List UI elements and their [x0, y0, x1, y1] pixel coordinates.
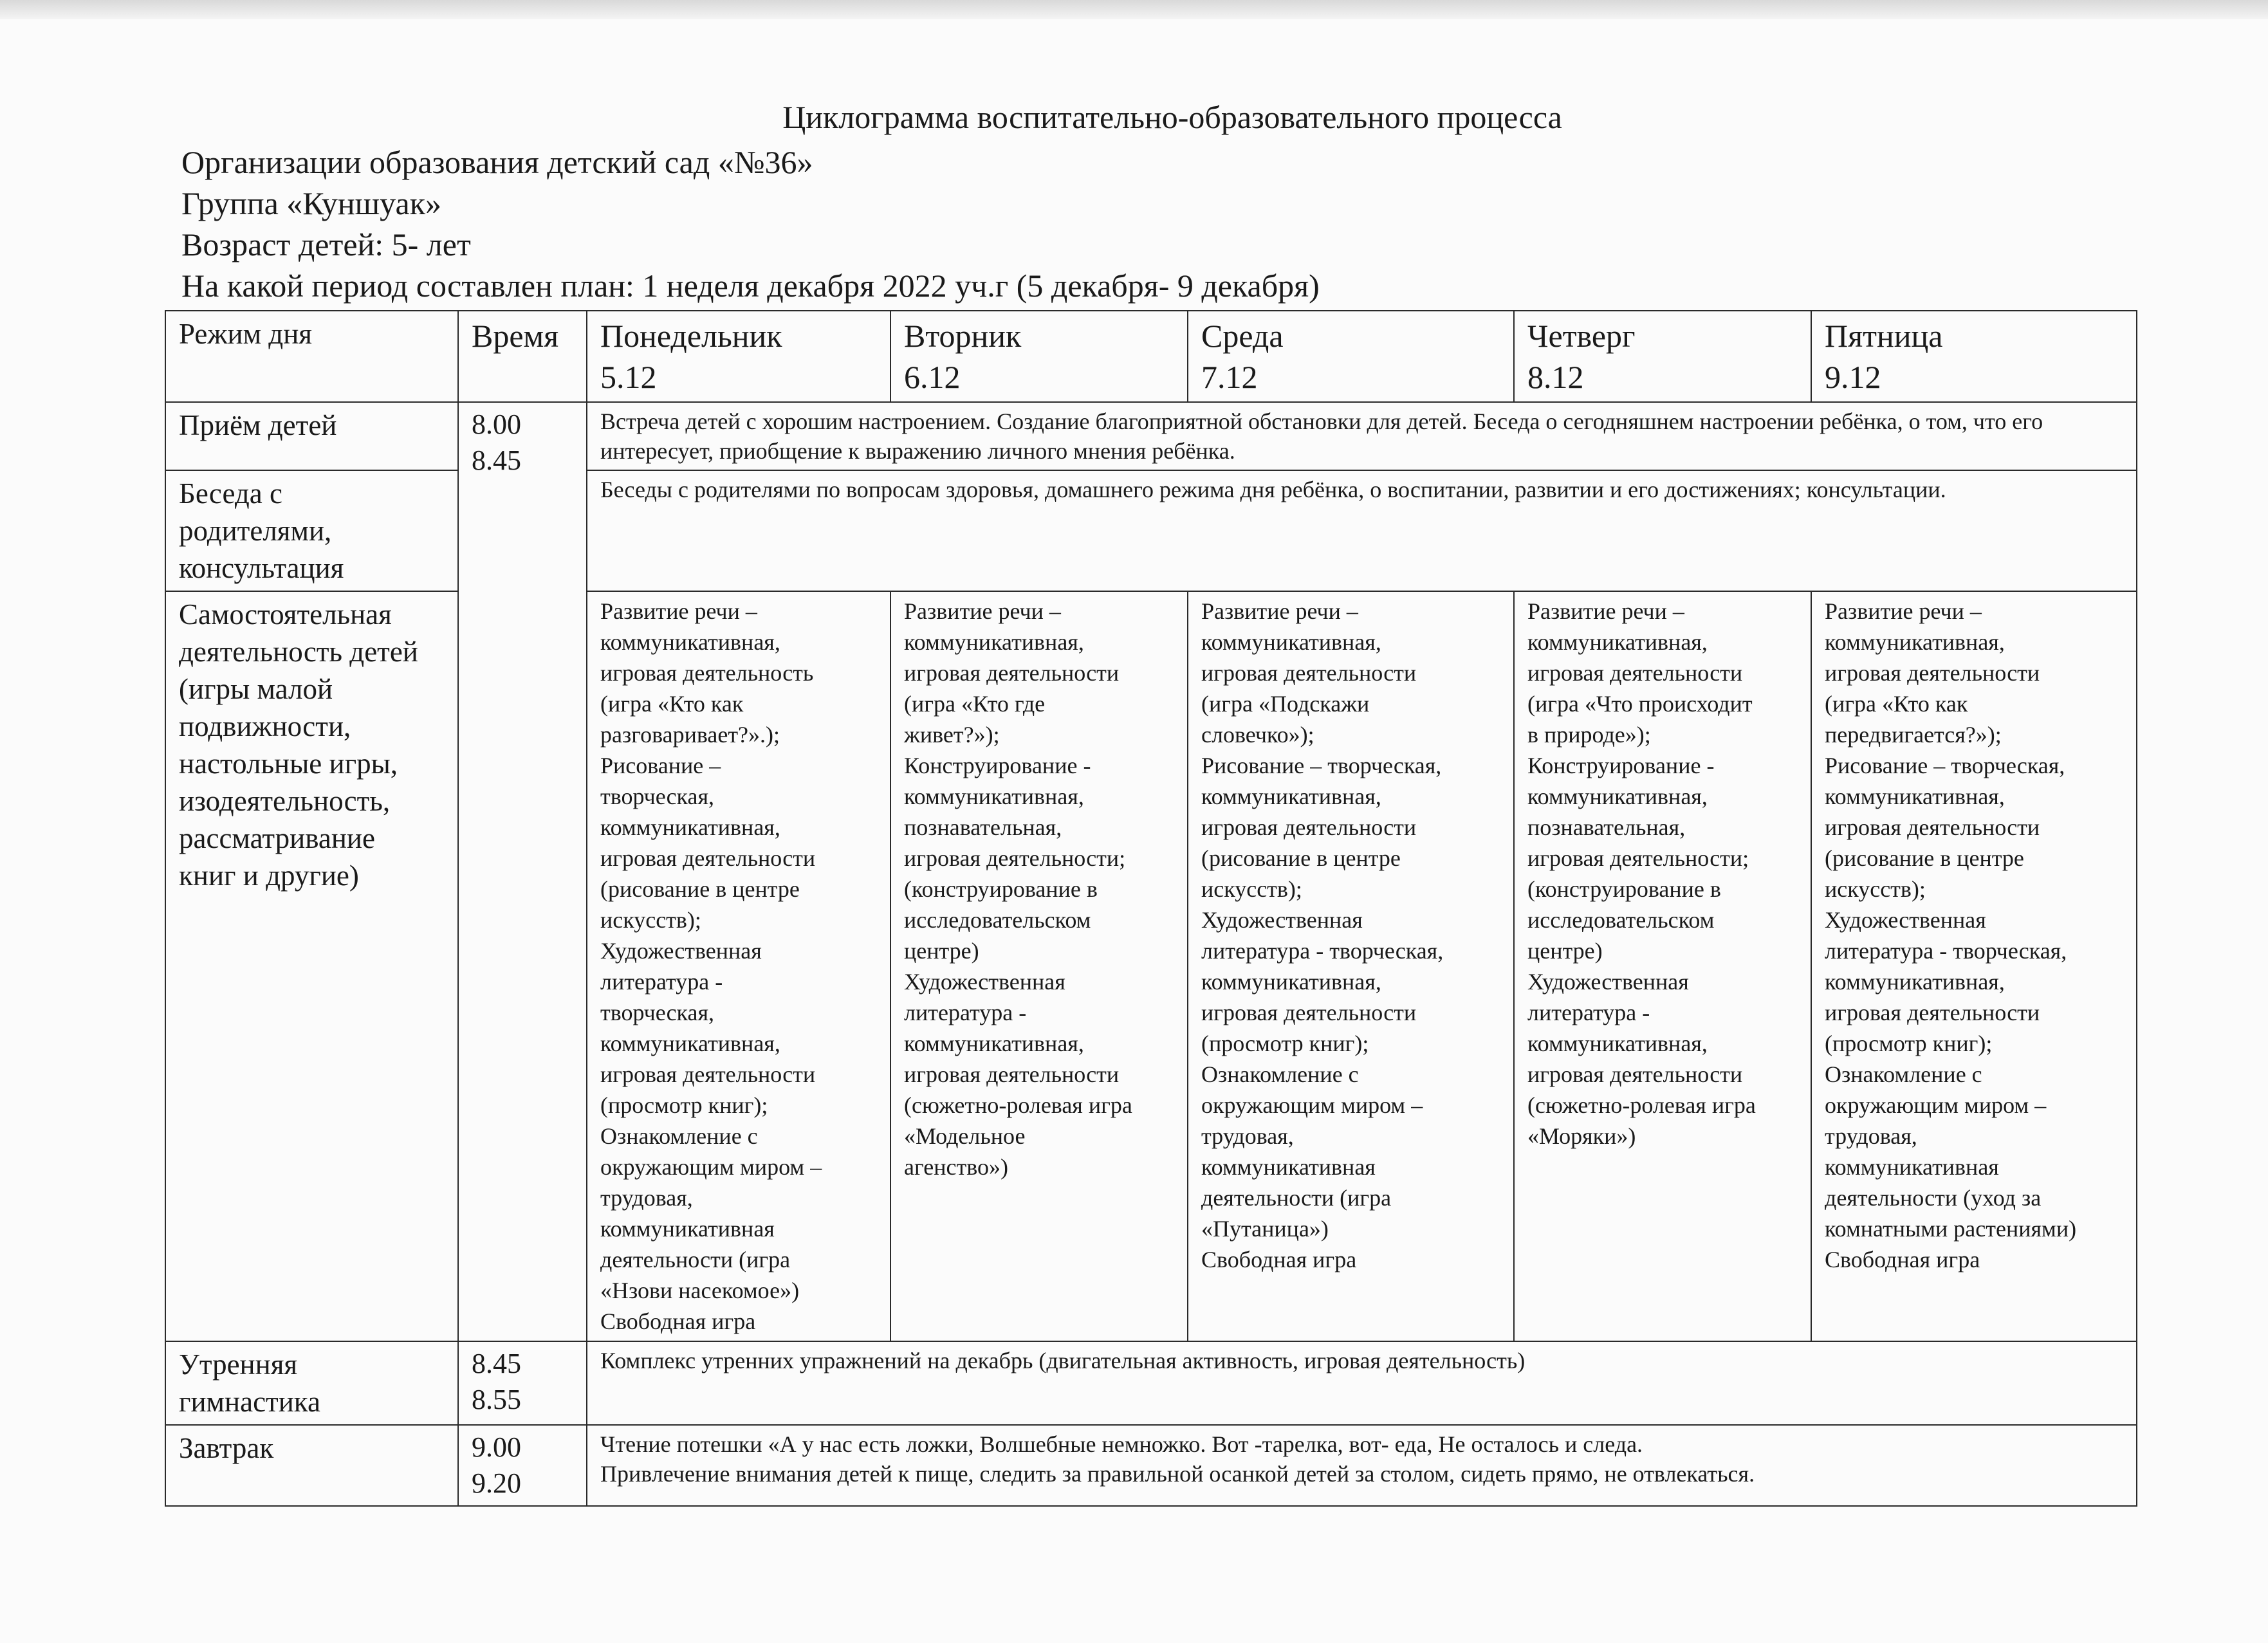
activity-line: Развитие речи – — [600, 598, 757, 624]
activity-line: коммуникативная, — [1825, 784, 2005, 809]
activities-monday — [587, 591, 890, 1341]
time-start: 8.45 — [472, 1348, 521, 1379]
label-line: изодеятельность, — [179, 785, 391, 817]
activity-line: «Нзови насекомое») — [600, 1278, 800, 1303]
activity-line: познавательная, — [904, 814, 1062, 840]
label-line: консультация — [179, 552, 344, 584]
activity-line: игровая деятельности; — [904, 845, 1126, 871]
header-row — [165, 311, 2137, 402]
activity-line: коммуникативная, — [904, 1031, 1084, 1056]
day-name: Понедельник — [600, 318, 782, 354]
activity-line: трудовая, — [1825, 1123, 1917, 1149]
activity-line: коммуникативная, — [1825, 969, 2005, 995]
document-header — [181, 96, 2163, 306]
header-regime: Режим дня — [165, 311, 458, 402]
activity-line: игровая деятельности — [904, 1061, 1120, 1087]
activity-line: коммуникативная — [1201, 1154, 1376, 1180]
reception-text: Встреча детей с хорошим настроением. Создание благоприятной обстановки для детей. Беседа о сегодняшнем настроении ребёнка, о том, что его интересует, приобщение к выражению личного мнения ребёнка. — [587, 402, 2137, 470]
activity-line: (игра «Кто где — [904, 691, 1046, 717]
period-line: На какой период составлен план: 1 неделя декабря 2022 уч.г (5 декабря- 9 декабря) — [181, 268, 1320, 304]
header-day-tuesday — [890, 311, 1188, 402]
activity-line: Конструирование - — [904, 753, 1091, 778]
header-day-wednesday — [1188, 311, 1514, 402]
activities-tuesday — [890, 591, 1188, 1341]
label-line: Беседа с — [179, 477, 282, 509]
activity-line: Художественная — [1201, 907, 1363, 933]
activity-line: коммуникативная, — [1201, 969, 1381, 995]
day-date: 7.12 — [1201, 359, 1258, 395]
activity-line: игровая деятельности — [1201, 660, 1417, 686]
row-breakfast — [165, 1425, 2137, 1506]
breakfast-text — [587, 1425, 2137, 1506]
activity-line: игровая деятельности — [600, 1061, 816, 1087]
activity-line: исследовательском — [1527, 907, 1715, 933]
activity-line: игровая деятельности — [1201, 1000, 1417, 1025]
header-day-monday — [587, 311, 890, 402]
activity-line: (конструирование в — [1527, 876, 1721, 902]
activity-line: искусств); — [600, 907, 701, 933]
activity-line: Рисование – — [600, 753, 721, 778]
activity-line: творческая, — [600, 784, 715, 809]
activity-line: разговаривает?».); — [600, 722, 780, 748]
activity-line: (просмотр книг); — [600, 1092, 768, 1118]
label-line: деятельность детей — [179, 636, 418, 668]
activity-line: Художественная — [600, 938, 762, 964]
activity-line: Развитие речи – — [1527, 598, 1684, 624]
activity-line: Художественная — [1825, 907, 1986, 933]
activity-line: искусств); — [1825, 876, 1926, 902]
header-time: Время — [458, 311, 587, 402]
day-name: Среда — [1201, 318, 1284, 354]
activity-line: литература - — [1527, 1000, 1650, 1025]
activity-line: живет?»); — [904, 722, 1000, 748]
activity-line: Развитие речи – — [904, 598, 1061, 624]
activity-line: Ознакомление с — [1825, 1061, 1982, 1087]
activity-line: (игра «Подскажи — [1201, 691, 1370, 717]
label-line: родителями, — [179, 515, 332, 547]
label-line: настольные игры, — [179, 748, 398, 780]
activity-line: игровая деятельности — [1825, 1000, 2040, 1025]
scan-edge — [0, 0, 2268, 19]
activity-line: Ознакомление с — [600, 1123, 758, 1149]
activity-line: агенство») — [904, 1154, 1008, 1180]
activity-line: комнатными растениями) — [1825, 1216, 2077, 1242]
activity-line: литература - творческая, — [1201, 938, 1444, 964]
row-reception — [165, 402, 2137, 470]
label-line: Самостоятельная — [179, 598, 392, 630]
header-day-thursday — [1514, 311, 1811, 402]
gymnastics-time — [458, 1341, 587, 1425]
reception-time — [458, 402, 587, 1341]
breakfast-label: Завтрак — [165, 1425, 458, 1506]
activity-line: Рисование – творческая, — [1825, 753, 2065, 778]
activity-line: литература - — [600, 969, 723, 995]
parents-label — [165, 470, 458, 591]
independent-label — [165, 591, 458, 1341]
activity-line: коммуникативная, — [600, 629, 780, 655]
activity-line: «Путаница») — [1201, 1216, 1329, 1242]
activity-line: коммуникативная — [600, 1216, 775, 1242]
label-line: книг и другие) — [179, 859, 359, 892]
activity-line: познавательная, — [1527, 814, 1686, 840]
activity-line: деятельности (игра — [600, 1247, 791, 1272]
activity-line: «Модельное — [904, 1123, 1026, 1149]
age-line: Возраст детей: 5- лет — [181, 226, 471, 262]
activity-line: (игра «Кто как — [600, 691, 744, 717]
activity-line: исследовательском — [904, 907, 1091, 933]
activity-line: литература - творческая, — [1825, 938, 2067, 964]
activity-line: деятельности (игра — [1201, 1185, 1392, 1211]
organization-line: Организации образования детский сад «№36» — [181, 144, 813, 180]
activity-line: искусств); — [1201, 876, 1302, 902]
day-date: 5.12 — [600, 359, 657, 395]
gymnastics-label — [165, 1341, 458, 1425]
row-gymnastics — [165, 1341, 2137, 1425]
activity-line: игровая деятельности — [1527, 660, 1743, 686]
parents-text: Беседы с родителями по вопросам здоровья, домашнего режима дня ребёнка, о воспитании, развитии и его достижениях; консультации. — [587, 470, 2137, 591]
activity-line: коммуникативная — [1825, 1154, 1999, 1180]
activity-line: Художественная — [904, 969, 1065, 995]
time-end: 9.20 — [472, 1467, 521, 1499]
activity-line: игровая деятельности — [1825, 660, 2040, 686]
activities-friday — [1811, 591, 2137, 1341]
activity-line: коммуникативная, — [904, 784, 1084, 809]
activity-line: творческая, — [600, 1000, 715, 1025]
activity-line: игровая деятельности; — [1527, 845, 1749, 871]
day-name: Четверг — [1527, 318, 1636, 354]
activity-line: Развитие речи – — [1201, 598, 1358, 624]
activity-line: игровая деятельность — [600, 660, 814, 686]
time-start: 8.00 — [472, 408, 521, 440]
time-start: 9.00 — [472, 1431, 521, 1463]
day-name: Вторник — [904, 318, 1022, 354]
activity-line: (рисование в центре — [1201, 845, 1401, 871]
activity-line: коммуникативная, — [1527, 1031, 1708, 1056]
activity-line: игровая деятельности — [1825, 814, 2040, 840]
reception-label: Приём детей — [165, 402, 458, 470]
activity-line: (сюжетно-ролевая игра — [904, 1092, 1132, 1118]
activity-line: игровая деятельности — [904, 660, 1120, 686]
activity-line: окружающим миром – — [600, 1154, 822, 1180]
group-line: Группа «Куншуак» — [181, 185, 441, 221]
activity-line: (рисование в центре — [600, 876, 800, 902]
activity-line: коммуникативная, — [600, 1031, 780, 1056]
activity-line: «Моряки») — [1527, 1123, 1636, 1149]
activity-line: Художественная — [1527, 969, 1689, 995]
activity-line: центре) — [904, 938, 979, 964]
activity-line: игровая деятельности — [1201, 814, 1417, 840]
day-date: 9.12 — [1825, 359, 1881, 395]
activity-line: словечко»); — [1201, 722, 1314, 748]
activity-line: (игра «Что происходит — [1527, 691, 1753, 717]
activity-line: деятельности (уход за — [1825, 1185, 2042, 1211]
activity-line: центре) — [1527, 938, 1603, 964]
activity-line: (игра «Кто как — [1825, 691, 1968, 717]
activity-line: коммуникативная, — [1201, 629, 1381, 655]
label-line: подвижности, — [179, 710, 351, 742]
time-end: 8.45 — [472, 445, 521, 476]
activity-line: коммуникативная, — [1527, 784, 1708, 809]
activity-line: Рисование – творческая, — [1201, 753, 1442, 778]
breakfast-time — [458, 1425, 587, 1506]
document-title: Циклограмма воспитательно-образовательного процесса — [782, 99, 1562, 135]
time-end: 8.55 — [472, 1384, 521, 1415]
activity-line: игровая деятельности — [1527, 1061, 1743, 1087]
label-line: гимнастика — [179, 1386, 320, 1418]
activity-line: (просмотр книг); — [1201, 1031, 1369, 1056]
activity-line: (просмотр книг); — [1825, 1031, 1993, 1056]
label-line: рассматривание — [179, 822, 375, 854]
activity-line: коммуникативная, — [904, 629, 1084, 655]
activity-line: Конструирование - — [1527, 753, 1715, 778]
activity-line: игровая деятельности — [600, 845, 816, 871]
activity-line: литература - — [904, 1000, 1027, 1025]
activity-line: трудовая, — [1201, 1123, 1294, 1149]
label-line: Утренняя — [179, 1348, 298, 1381]
day-date: 6.12 — [904, 359, 961, 395]
activity-line: коммуникативная, — [1527, 629, 1708, 655]
activity-line: передвигается?»); — [1825, 722, 2002, 748]
activity-line: Ознакомление с — [1201, 1061, 1359, 1087]
activities-thursday — [1514, 591, 1811, 1341]
activity-line: (рисование в центре — [1825, 845, 2024, 871]
activity-line: Развитие речи – — [1825, 598, 1982, 624]
activity-line: окружающим миром – — [1201, 1092, 1423, 1118]
text-line: Привлечение внимания детей к пище, следить за правильной осанкой детей за столом, сидеть прямо, не отвлекаться. — [600, 1461, 1755, 1487]
schedule-table — [165, 310, 2137, 1507]
text-line: Чтение потешки «А у нас есть ложки, Волшебные немножко. Вот -тарелка, вот- еда, Не осталось и следа. — [600, 1431, 1643, 1457]
day-name: Пятница — [1825, 318, 1943, 354]
activity-line: Свободная игра — [1201, 1247, 1357, 1272]
label-line: (игры малой — [179, 673, 333, 705]
activity-line: коммуникативная, — [1201, 784, 1381, 809]
activity-line: в природе»); — [1527, 722, 1651, 748]
activity-line: Свободная игра — [1825, 1247, 1980, 1272]
activity-line: трудовая, — [600, 1185, 693, 1211]
activities-wednesday — [1188, 591, 1514, 1341]
day-date: 8.12 — [1527, 359, 1584, 395]
activity-line: окружающим миром – — [1825, 1092, 2047, 1118]
gymnastics-text: Комплекс утренних упражнений на декабрь (двигательная активность, игровая деятельность) — [587, 1341, 2137, 1425]
activity-line: Свободная игра — [600, 1308, 756, 1334]
activity-line: коммуникативная, — [1825, 629, 2005, 655]
activity-line: (сюжетно-ролевая игра — [1527, 1092, 1756, 1118]
activity-line: (конструирование в — [904, 876, 1098, 902]
header-day-friday — [1811, 311, 2137, 402]
activity-line: коммуникативная, — [600, 814, 780, 840]
